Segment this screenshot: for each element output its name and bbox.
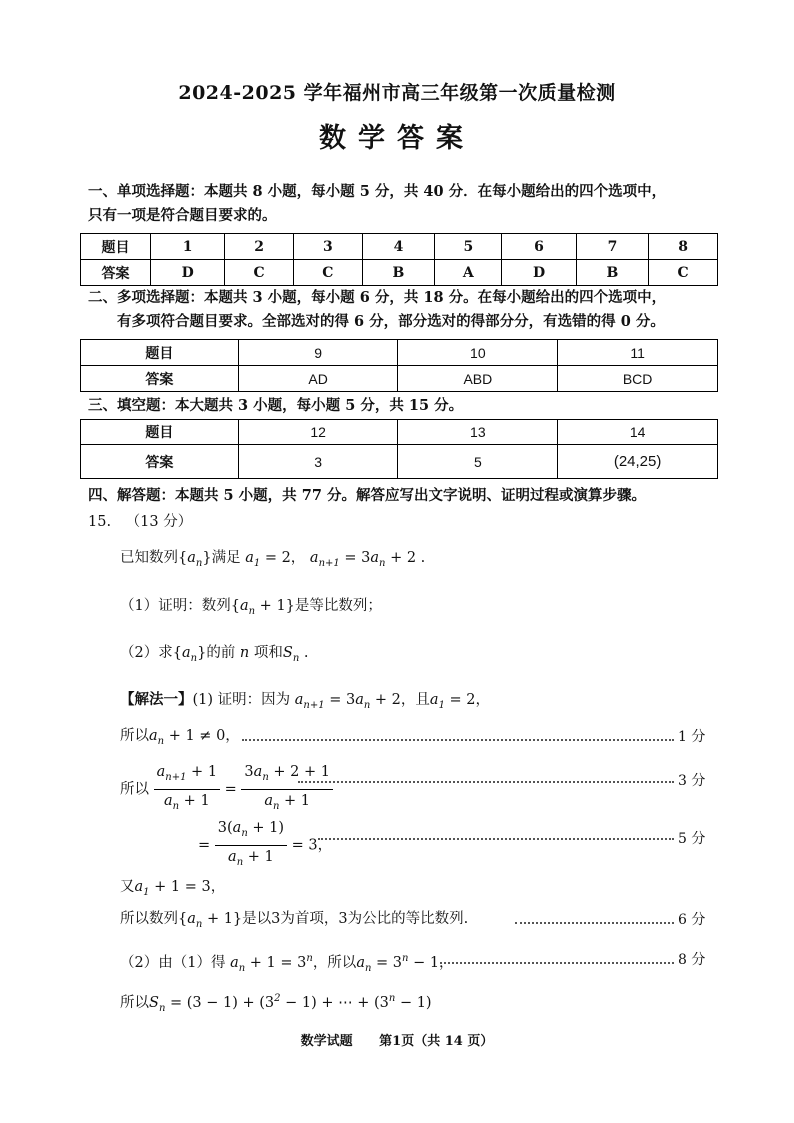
question-number: 1 <box>151 234 225 260</box>
problem-statement: 已知数列$\{a_n\}$满足 $a_1 = 2$， $a_{n+1} = 3a_n + 2$ . <box>120 550 426 569</box>
section1-heading-line2: 只有一项是符合题目要求的。 <box>88 207 277 224</box>
problem-points: （13 分） <box>125 514 193 530</box>
statement-text: 已知数列 <box>120 550 178 566</box>
footer-page-number: 第1页（共 14 页） <box>379 1034 494 1049</box>
section2-table <box>80 339 718 392</box>
solution-step2: 所以 $\frac{a_{n+1} + 1}{a_n + 1}$ = $\frac{3a_n + 2 + 1}{a_n + 1}$ <box>120 762 333 817</box>
solution-text: (1) 证明：因为 <box>192 692 291 708</box>
section2-heading-line2: 有多项符合题目要求。全部选对的得 6 分，部分选对的得部分分，有选错的得 0 分。 <box>117 313 665 330</box>
answer-cell: C <box>293 260 362 286</box>
row-label: 题目 <box>81 420 239 445</box>
question-number: 9 <box>238 340 398 366</box>
answer-cell: C <box>225 260 294 286</box>
question-number: 8 <box>649 234 718 260</box>
score-label: 5 分 <box>678 831 706 847</box>
solution-text: 所以 <box>120 995 149 1011</box>
table-row <box>81 420 718 445</box>
score-label: 6 分 <box>678 912 706 928</box>
part2-text: 的前 <box>206 645 236 661</box>
question-number: 13 <box>398 420 558 445</box>
solution-step4: 又$a_1 + 1 = 3$， <box>120 879 226 898</box>
answer-cell: 3 <box>238 445 398 479</box>
solution-intro: 【解法一】(1) 证明：因为 $a_{n+1} = 3a_n + 2$，且$a_1 = 2$， <box>120 691 491 711</box>
document-title: 2024-2025 学年福州市高三年级第一次质量检测 <box>178 82 616 104</box>
part2-text: 项和 <box>253 645 283 661</box>
dot-leader <box>242 739 674 741</box>
section2-heading <box>88 286 666 334</box>
part1-text: 是等比数列； <box>294 598 382 614</box>
part2-text: （2）求 <box>120 645 173 661</box>
question-number: 12 <box>238 420 398 445</box>
section1-heading <box>88 180 666 228</box>
row-label: 答案 <box>81 366 239 392</box>
score-label: 8 分 <box>678 952 706 968</box>
dot-leader <box>515 922 674 924</box>
answer-cell: A <box>435 260 502 286</box>
row-label: 题目 <box>81 340 239 366</box>
section3-heading: 三、填空题：本大题共 3 小题，每小题 5 分，共 15 分。 <box>88 397 464 414</box>
problem-part2: （2）求$\{a_n\}$的前 n 项和$S_n$ . <box>120 645 309 664</box>
solution-step3: = $\frac{3(a_n + 1)}{a_n + 1}$ = 3， <box>198 820 333 868</box>
document-subtitle: 数学答案 <box>319 123 475 154</box>
answer-cell: C <box>649 260 718 286</box>
question-number: 10 <box>398 340 558 366</box>
solution-text: （2）由（1）得 <box>120 955 226 971</box>
part1-text: （1）证明：数列 <box>120 598 231 614</box>
solution-text: 所以 <box>120 911 149 927</box>
question-number: 3 <box>293 234 362 260</box>
answer-cell: D <box>502 260 576 286</box>
answer-cell: ABD <box>398 366 558 392</box>
solution-text: 又 <box>120 879 135 895</box>
statement-text: 满足 <box>211 550 241 566</box>
question-number: 4 <box>362 234 435 260</box>
section1-heading-line1: 一、单项选择题：本题共 8 小题，每小题 5 分，共 40 分．在每小题给出的四个选项中， <box>88 183 667 200</box>
question-number: 6 <box>502 234 576 260</box>
solution-label: 【解法一】 <box>120 691 193 708</box>
section3-table <box>80 419 718 479</box>
score-label: 3 分 <box>678 773 706 789</box>
answer-cell: 5 <box>398 445 558 479</box>
row-label: 答案 <box>81 445 239 479</box>
question-number: 2 <box>225 234 294 260</box>
dot-leader <box>318 838 674 840</box>
solution-text: 是以3为首项，3为公比的等比数列. <box>242 911 469 927</box>
problem-part1: （1）证明：数列$\{a_n + 1\}$是等比数列； <box>120 598 382 617</box>
solution-step6: （2）由（1）得 $a_n + 1 = 3^n$，所以$a_n = 3^n - 1$， <box>120 953 454 974</box>
question-number: 5 <box>435 234 502 260</box>
problem-number <box>88 512 192 532</box>
answer-cell: B <box>362 260 435 286</box>
question-number: 7 <box>576 234 649 260</box>
answer-cell: AD <box>238 366 398 392</box>
dot-leader <box>440 962 674 964</box>
solution-text: 所以 <box>120 781 149 798</box>
answer-cell: (24,25) <box>558 445 718 479</box>
solution-step7: 所以$S_n = (3 - 1) + (3^2 - 1)$ + ⋯ + $(3^n - 1)$ <box>120 993 432 1014</box>
solution-text: ，且 <box>400 692 430 708</box>
section4-heading: 四、解答题：本题共 5 小题，共 77 分。解答应写出文字说明、证明过程或演算步骤。 <box>88 487 646 504</box>
solution-text: 所以 <box>120 728 149 744</box>
table-row <box>81 340 718 366</box>
dot-leader <box>298 781 674 783</box>
question-number: 11 <box>558 340 718 366</box>
solution-step5: 所以数列$\{a_n + 1\}$是以3为首项，3为公比的等比数列. <box>120 911 469 930</box>
section1-table <box>80 233 718 286</box>
table-row <box>81 234 718 260</box>
row-label: 题目 <box>81 234 151 260</box>
row-label: 答案 <box>81 260 151 286</box>
answer-cell: B <box>576 260 649 286</box>
solution-text: ，所以 <box>312 955 357 971</box>
table-row <box>81 445 718 479</box>
section2-heading-line1: 二、多项选择题：本题共 3 小题，每小题 6 分，共 18 分。在每小题给出的四个选项中， <box>88 289 667 306</box>
question-number: 14 <box>558 420 718 445</box>
problem-number-label: 15. <box>88 514 112 530</box>
answer-cell: BCD <box>558 366 718 392</box>
footer-subject: 数学试题 <box>300 1034 353 1049</box>
page-footer <box>0 1030 794 1049</box>
solution-step1: 所以$a_n + 1 \ne 0$， <box>120 728 240 747</box>
score-label: 1 分 <box>678 729 706 745</box>
table-row <box>81 260 718 286</box>
table-row <box>81 366 718 392</box>
answer-cell: D <box>151 260 225 286</box>
